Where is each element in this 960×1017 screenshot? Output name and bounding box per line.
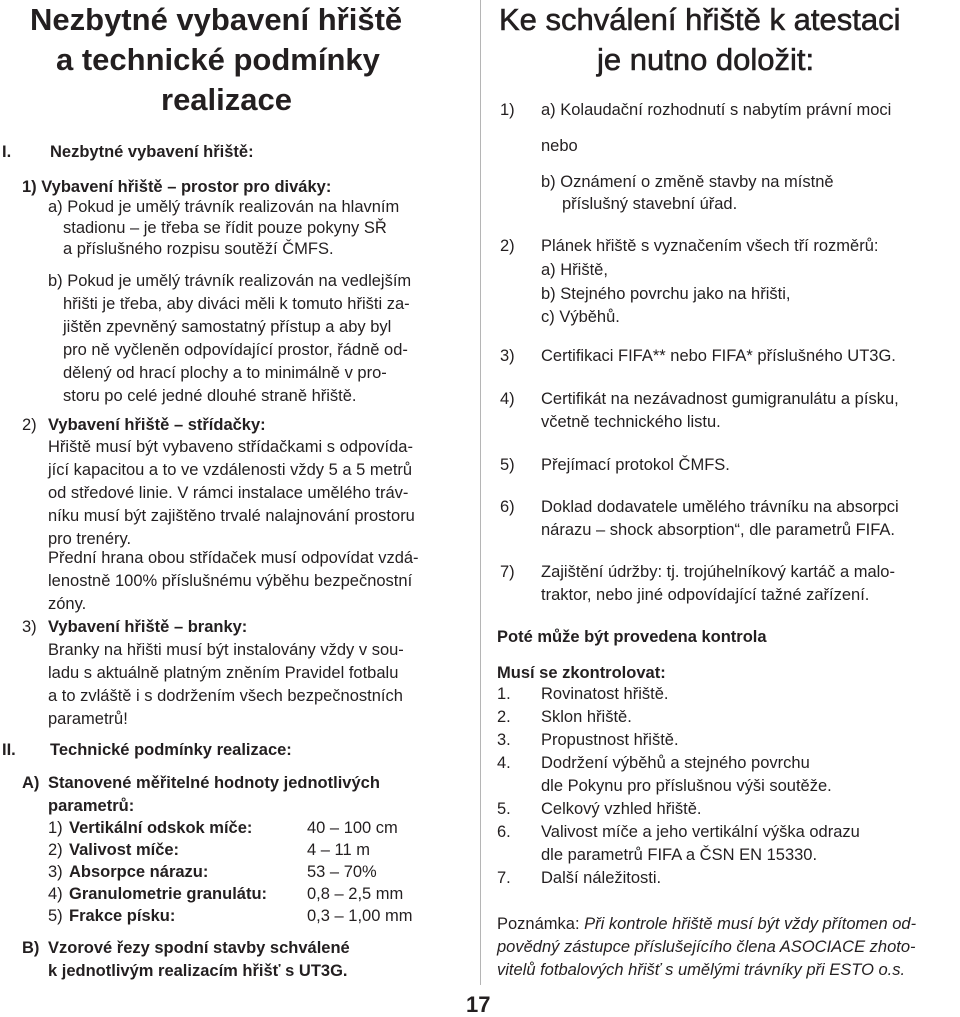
left-title-line-3: realizace (161, 82, 292, 117)
s1-1b-line: storu po celé jedné dlouhé straně hřiště. (63, 387, 357, 405)
control-title: Poté může být provedena kontrola (497, 628, 767, 646)
s1-1b-line: dělený od hrací plochy a to minimálně v pro- (63, 364, 387, 382)
s1-3-title: Vybavení hřiště – branky: (48, 618, 248, 636)
s1-1a-line: a) Pokud je umělý trávník realizován na hlavním (48, 198, 400, 216)
req-num: 4) (500, 390, 515, 408)
section1-title: Nezbytné vybavení hřiště: (50, 143, 254, 161)
sA-title-line: parametrů: (48, 797, 135, 815)
s1-2-number: 2) (22, 416, 37, 434)
s1-1b-line: b) Pokud je umělý trávník realizován na vedlejším (48, 272, 412, 290)
check-title: Musí se zkontrolovat: (497, 664, 666, 682)
param-value: 4 – 11 m (307, 841, 370, 859)
section2-number: II. (2, 741, 16, 759)
check-num: 6. (497, 823, 511, 841)
note-label: Poznámka: (497, 915, 580, 933)
check-line: Další náležitosti. (541, 869, 662, 887)
req-num: 1) (500, 101, 515, 119)
section2-title: Technické podmínky realizace: (50, 741, 292, 759)
param-name: Frakce písku: (69, 907, 176, 925)
sA-title-line: Stanovené měřitelné hodnoty jednotlivých (48, 774, 380, 792)
s1-1a-line: stadionu – je třeba se řídit pouze pokyny SŘ (63, 219, 387, 237)
req-line: b) Stejného povrchu jako na hřišti, (541, 285, 791, 303)
req-num: 6) (500, 498, 515, 516)
s1-2-line: pro trenéry. (48, 530, 132, 548)
sB-title-line: k jednotlivým realizacím hřišť s UT3G. (48, 962, 348, 980)
s1-3-number: 3) (22, 618, 37, 636)
note-line-2: povědný zástupce příslušejícího člena ASOCIACE zhoto- (497, 938, 916, 956)
check-line: Propustnost hřiště. (541, 731, 679, 749)
req-line: včetně technického listu. (541, 413, 721, 431)
left-title-line-1: Nezbytné vybavení hřiště (30, 2, 403, 37)
check-num: 5. (497, 800, 511, 818)
check-num: 1. (497, 685, 511, 703)
param-num: 5) (48, 907, 63, 925)
sB-number: B) (22, 939, 40, 957)
check-line: Rovinatost hřiště. (541, 685, 669, 703)
check-num: 3. (497, 731, 511, 749)
req-line: příslušný stavební úřad. (562, 195, 738, 213)
req-line: nárazu – shock absorption“, dle parametrů FIFA. (541, 521, 896, 539)
note-line-1 (497, 914, 916, 934)
param-name: Granulometrie granulátu: (69, 885, 268, 903)
check-line: Celkový vzhled hřiště. (541, 800, 702, 818)
param-num: 3) (48, 863, 63, 881)
param-value: 0,3 – 1,00 mm (307, 907, 413, 925)
req-line: traktor, nebo jiné odpovídající tažné zařízení. (541, 586, 870, 604)
req-line: Certifikaci FIFA** nebo FIFA* příslušného UT3G. (541, 347, 896, 365)
note-line-3: vitelů fotbalových hřišť s umělými trávníky při ESTO o.s. (497, 961, 906, 979)
req-line: Zajištění údržby: tj. trojúhelníkový kartáč a malo- (541, 563, 895, 581)
check-num: 2. (497, 708, 511, 726)
s1-1-title: 1) Vybavení hřiště – prostor pro diváky: (22, 178, 332, 196)
s1-2-line: Hřiště musí být vybaveno střídačkami s odpovída- (48, 438, 413, 456)
check-line: dle Pokynu pro příslušnou výši soutěže. (541, 777, 832, 795)
req-line: Doklad dodavatele umělého trávníku na absorpci (541, 498, 899, 516)
check-line: dle parametrů FIFA a ČSN EN 15330. (541, 846, 818, 864)
s1-2-line: níku musí být zajištěno trvalé nalajnování prostoru (48, 507, 415, 525)
param-num: 4) (48, 885, 63, 903)
s1-2-line: jící kapacitou a to ve vzdálenosti vždy 5 a 5 metrů (48, 461, 413, 479)
s1-3-line: Branky na hřišti musí být instalovány vždy v sou- (48, 641, 404, 659)
column-divider (480, 0, 481, 985)
s1-1b-line: pro ně vyčleněn odpovídající prostor, řádně od- (63, 341, 408, 359)
s1-3-line: ladu s aktuálně platným zněním Pravidel fotbalu (48, 664, 399, 682)
s1-2-line: Přední hrana obou střídaček musí odpovídat vzdá- (48, 549, 419, 567)
right-title-line-2: je nutno doložit: (597, 42, 815, 77)
s1-1b-line: jištěn zpevněný samostatný přístup a aby byl (63, 318, 392, 336)
s1-3-line: parametrů! (48, 710, 128, 728)
req-line: c) Výběhů. (541, 308, 620, 326)
check-num: 7. (497, 869, 511, 887)
note-text: Při kontrole hřiště musí být vždy přítomen od- (579, 915, 917, 933)
param-name: Absorpce nárazu: (69, 863, 209, 881)
s1-3-line: a to zvláště i s dodržením všech bezpečnostních (48, 687, 403, 705)
param-value: 40 – 100 cm (307, 819, 398, 837)
param-value: 0,8 – 2,5 mm (307, 885, 404, 903)
s1-2-line: zóny. (48, 595, 87, 613)
req-line: a) Hřiště, (541, 261, 608, 279)
req-line: Plánek hřiště s vyznačením všech tří rozměrů: (541, 237, 879, 255)
check-line: Sklon hřiště. (541, 708, 632, 726)
check-num: 4. (497, 754, 511, 772)
right-title-line-1: Ke schválení hřiště k atestaci (499, 2, 901, 37)
param-value: 53 – 70% (307, 863, 377, 881)
req-line: a) Kolaudační rozhodnutí s nabytím právní moci (541, 101, 892, 119)
sA-number: A) (22, 774, 40, 792)
param-num: 1) (48, 819, 63, 837)
req-line: Přejímací protokol ČMFS. (541, 456, 730, 474)
req-num: 7) (500, 563, 515, 581)
req-num: 5) (500, 456, 515, 474)
param-name: Vertikální odskok míče: (69, 819, 253, 837)
page-number: 17 (466, 992, 491, 1017)
req-num: 3) (500, 347, 515, 365)
req-num: 2) (500, 237, 515, 255)
req-line: nebo (541, 137, 578, 155)
req-line: Certifikát na nezávadnost gumigranulátu a písku, (541, 390, 899, 408)
param-name: Valivost míče: (69, 841, 180, 859)
left-title-line-2: a technické podmínky (56, 42, 380, 77)
s1-1b-line: hřišti je třeba, aby diváci měli k tomuto hřišti za- (63, 295, 410, 313)
check-line: Dodržení výběhů a stejného povrchu (541, 754, 810, 772)
check-line: Valivost míče a jeho vertikální výška odrazu (541, 823, 860, 841)
s1-2-line: lenostně 100% příslušnému výběhu bezpečnostní (48, 572, 413, 590)
param-num: 2) (48, 841, 63, 859)
sB-title-line: Vzorové řezy spodní stavby schválené (48, 939, 350, 957)
req-line: b) Oznámení o změně stavby na místně (541, 173, 834, 191)
s1-1a-line: a příslušného rozpisu soutěží ČMFS. (63, 240, 334, 258)
s1-2-line: od středové linie. V rámci instalace umělého tráv- (48, 484, 409, 502)
section1-number: I. (2, 143, 12, 161)
s1-2-title: Vybavení hřiště – střídačky: (48, 416, 266, 434)
